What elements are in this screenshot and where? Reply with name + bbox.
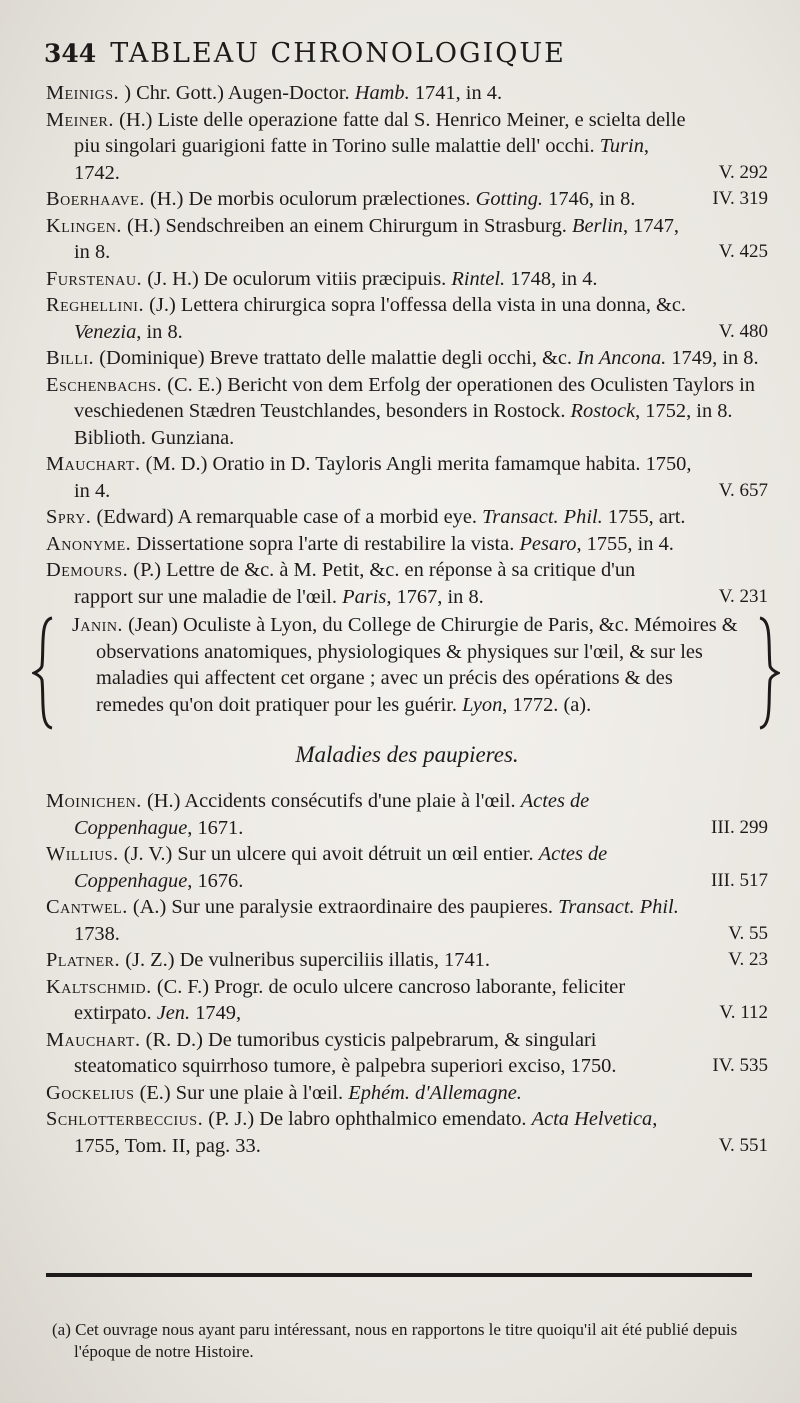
right-brace-icon <box>758 616 780 730</box>
volume-reference: V. 425 <box>718 241 768 262</box>
list-item: Reghellini. (J.) Lettera chirurgica sopra l'offessa della vista in una donna, &c. Venezia, in 8. V. 480 <box>46 292 768 345</box>
list-item: Willius. (J. V.) Sur un ulcere qui avoit détruit un œil entier. Actes de Coppenhague, 1676. III. 517 <box>46 841 768 894</box>
list-item: Cantwel. (A.) Sur une paralysie extraordinaire des paupieres. Transact. Phil. 1738. V. 55 <box>46 894 768 947</box>
page-title: TABLEAU CHRONOLOGIQUE <box>110 38 566 69</box>
volume-reference: V. 551 <box>718 1134 768 1156</box>
list-item: Mauchart. (R. D.) De tumoribus cysticis palpebrarum, & singulari steatomatico squirrhoso tumore, è palpebra superiori exciso, 1750. IV. 535 <box>46 1027 768 1080</box>
volume-reference: V. 480 <box>718 320 768 342</box>
volume-reference: V. 292 <box>718 161 768 183</box>
footnote-divider <box>46 1273 752 1277</box>
volume-reference: IV. 319 <box>712 188 768 209</box>
list-item: Meinigs. ) Chr. Gott.) Augen-Doctor. Hamb. 1741, in 4. <box>46 82 503 104</box>
list-item: Schlotterbeccius. (P. J.) De labro ophthalmico emendato. Acta Helvetica, 1755, Tom. II, pag. 33. V. 551 <box>46 1106 768 1159</box>
volume-reference: V. 657 <box>718 479 768 501</box>
bibliography-list <box>46 80 768 1159</box>
bracketed-entry <box>46 612 768 718</box>
list-item: Moinichen. (H.) Accidents consécutifs d'une plaie à l'œil. Actes de Coppenhague, 1671. III. 299 <box>46 788 768 841</box>
volume-reference: V. 231 <box>718 585 768 607</box>
volume-reference: V. 112 <box>719 1002 768 1023</box>
list-item: Anonyme. Dissertatione sopra l'arte di restabilire la vista. Pesaro, 1755, in 4. <box>46 532 674 555</box>
list-item: Platner. (J. Z.) De vulneribus superciliis illatis, 1741. V. 23 <box>46 947 768 974</box>
list-item: Demours. (P.) Lettre de &c. à M. Petit, &c. en réponse à sa critique d'un rapport sur une maladie de l'œil. Paris, 1767, in 8. V. 231 <box>46 557 768 610</box>
list-item: Spry. (Edward) A remarquable case of a morbid eye. Transact. Phil. 1755, art. <box>46 506 686 528</box>
list-item: Mauchart. (M. D.) Oratio in D. Tayloris Angli merita famamque habita. 1750, in 4. V. 657 <box>46 451 768 504</box>
running-header <box>44 38 764 78</box>
list-item: Meiner. (H.) Liste delle operazione fatte dal S. Henrico Meiner, e scielta delle piu singolari guarigioni fatte in Torino sulle malattie dell' occhi. Turin, 1742. V. 292 <box>46 107 768 187</box>
volume-reference: III. 517 <box>711 869 768 891</box>
list-item: Furstenau. (J. H.) De oculorum vitiis præcipuis. Rintel. 1748, in 4. <box>46 267 598 290</box>
list-item: Gockelius (E.) Sur une plaie à l'œil. Ephém. d'Allemagne. <box>46 1081 522 1104</box>
volume-reference: III. 299 <box>711 816 768 838</box>
list-item: Eschenbachs. (C. E.) Bericht von dem Erfolg der operationen des Oculisten Taylors in veschiedenen Stædren Teustchlandes, besonders in Rostock. Rostock, 1752, in 8. Biblioth. Gunziana. <box>46 373 755 449</box>
section-heading: Maladies des paupieres. <box>295 742 519 767</box>
list-item: Kaltschmid. (C. F.) Progr. de oculo ulcere cancroso laborante, feliciter extirpato. Jen. 1749, V. 112 <box>46 974 768 1027</box>
list-item: Klingen. (H.) Sendschreiben an einem Chirurgum in Strasburg. Berlin, 1747, in 8. V. 425 <box>46 213 768 266</box>
volume-reference: V. 23 <box>728 949 768 970</box>
volume-reference: IV. 535 <box>712 1055 768 1076</box>
list-item: Billi. (Dominique) Breve trattato delle malattie degli occhi, &c. In Ancona. 1749, in 8. <box>46 347 759 369</box>
page-number: 344 <box>44 39 97 68</box>
list-item: Janin. (Jean) Oculiste à Lyon, du College de Chirurgie de Paris, &c. Mémoires & observations anatomiques, physiologiques & physiques sur l'œil, & sur les maladies qui affectent cet organe ; avec un précis des opérations & des remedes qu'on doit pratiquer pour les guérir. Lyon, 1772. (a). <box>72 614 738 716</box>
left-brace-icon <box>32 616 54 730</box>
list-item: Boerhaave. (H.) De morbis oculorum prælectiones. Gotting. 1746, in 8. IV. 319 <box>46 186 768 213</box>
footnote: (a) Cet ouvrage nous ayant paru intéressant, nous en rapportons le titre quoiqu'il ait été publié depuis l'époque de notre Histoire. <box>52 1320 738 1361</box>
volume-reference: V. 55 <box>728 922 768 944</box>
